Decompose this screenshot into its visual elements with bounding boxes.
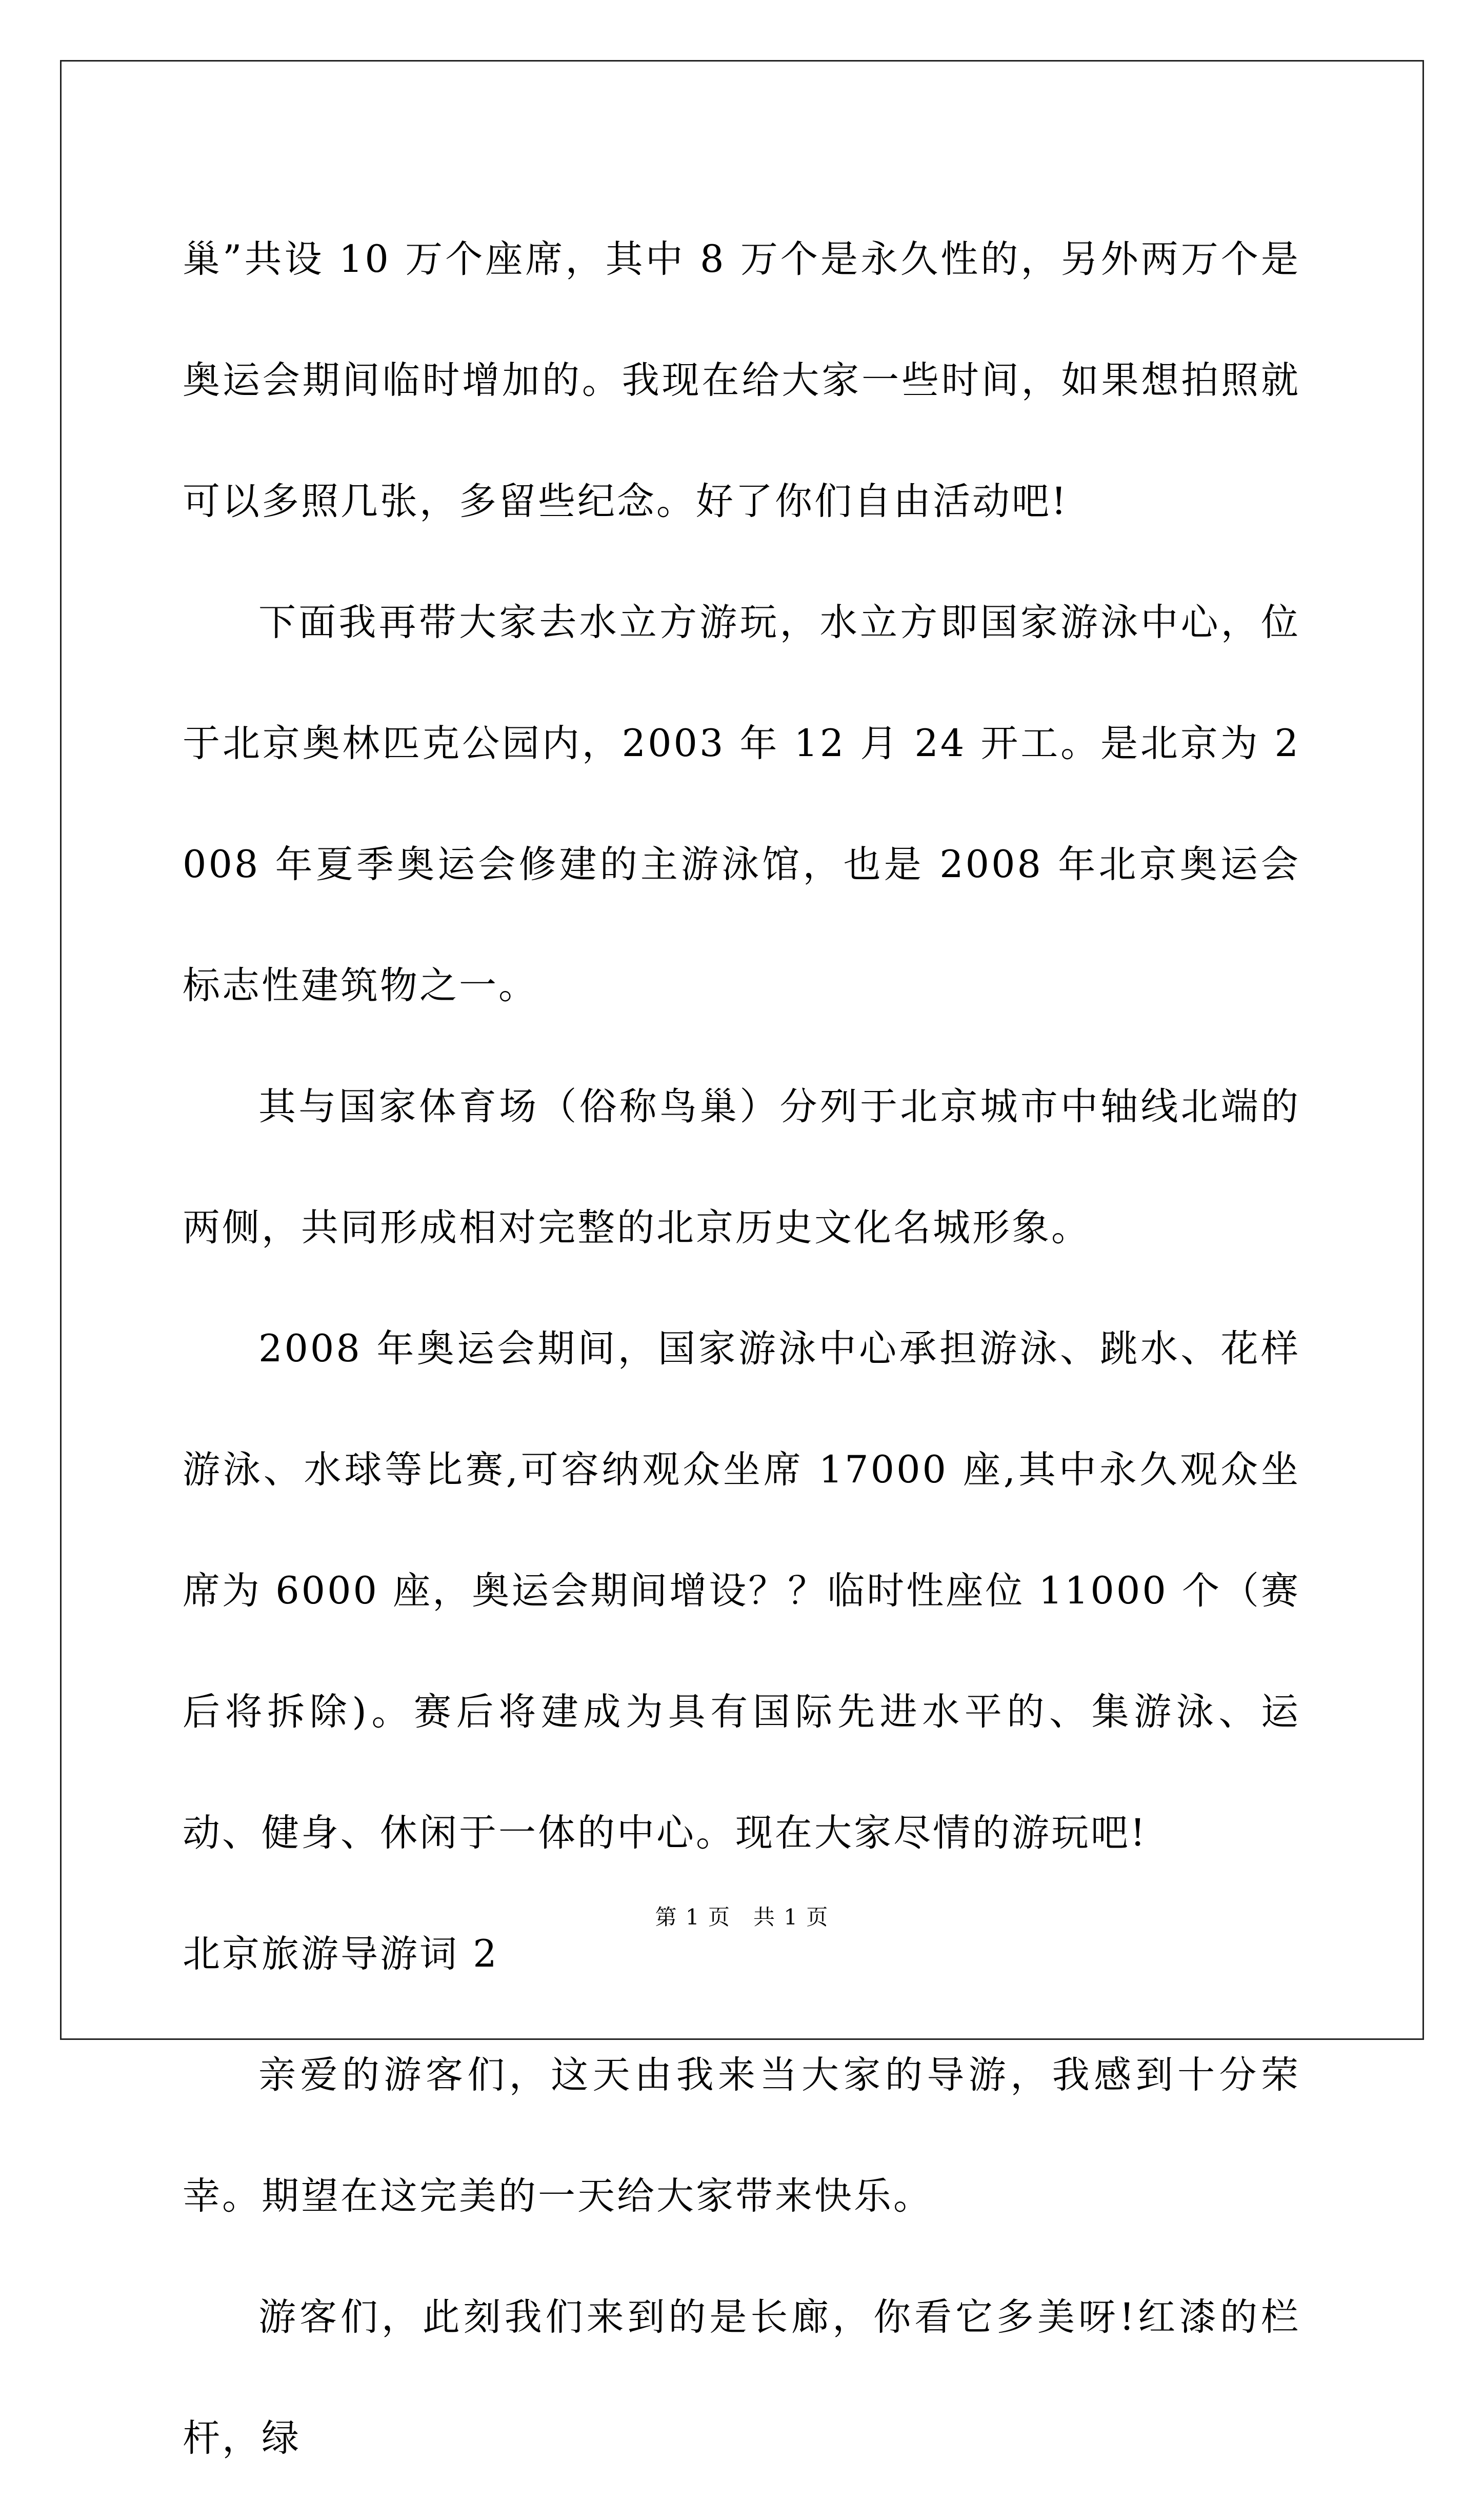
section-heading: 北京旅游导游词 2: [183, 1932, 499, 1976]
paragraph-6: 游客们，此刻我们来到的是长廊，你看它多美呀!红漆的栏杆，绿: [183, 2295, 1300, 2460]
page-footer: 第 1 页 共 1 页: [655, 1905, 829, 1930]
paragraph-1: 巢”共设 10 万个座席，其中 8 万个是永久性的，另外两万个是奥运会期间临时增加的。我现在给大家一些时间，如果想拍照就可以多照几张，多留些纪念。好了你们自由活动吧!: [183, 237, 1300, 523]
paragraph-5: 亲爱的游客们，这天由我来当大家的导游，我感到十分荣幸。期望在这完美的一天给大家带来快乐。: [183, 2053, 1300, 2218]
document-body: [183, 199, 1300, 2499]
paragraph-2: 下面我再带大家去水立方游玩，水立方即国家游泳中心，位于北京奥林匹克公园内，2003 年 12 月 24 开工。是北京为 2008 年夏季奥运会修建的主游泳馆，也是 2008 年北京奥运会标志性建筑物之一。: [183, 601, 1300, 1007]
paragraph-3: 其与国家体育场（俗称鸟巢）分列于北京城市中轴线北端的两侧，共同形成相对完整的北京历史文化名城形象。: [183, 1085, 1300, 1250]
paragraph-4: 2008 年奥运会期间，国家游泳中心承担游泳、跳水、花样游泳、水球等比赛,可容纳观众坐席 17000 座,其中永久观众坐席为 6000 座，奥运会期间增设？？临时性座位 11000 个（赛后将拆除)。赛后将建成为具有国际先进水平的、集游泳、运动、健身、休闲于一体的中心。现在大家尽情的游玩吧!: [183, 1327, 1300, 1855]
